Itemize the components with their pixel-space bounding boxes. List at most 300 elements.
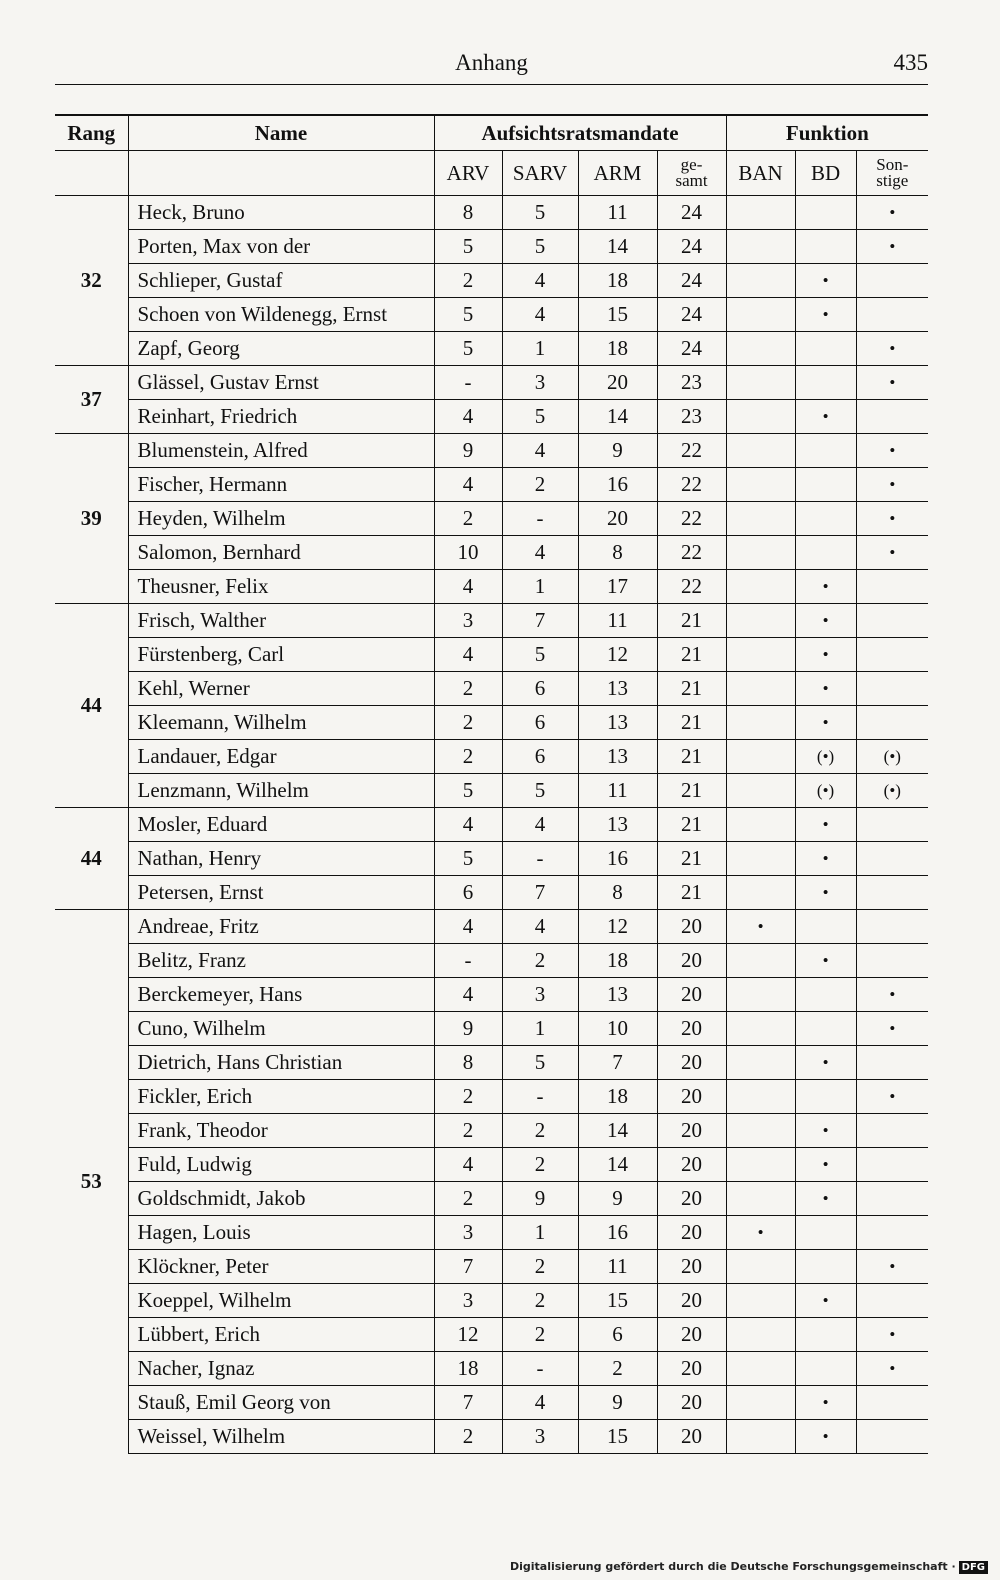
gesamt-cell: 20: [657, 1318, 726, 1352]
bd-cell: •: [795, 400, 856, 434]
sarv-cell: 2: [502, 1318, 578, 1352]
ban-cell: [726, 1148, 795, 1182]
page-number: 435: [893, 50, 928, 75]
sarv-cell: 7: [502, 876, 578, 910]
arv-cell: 2: [434, 1080, 502, 1114]
arv-cell: 12: [434, 1318, 502, 1352]
ban-cell: [726, 1318, 795, 1352]
column-header-arm: ARM: [578, 151, 657, 196]
sarv-cell: 7: [502, 604, 578, 638]
ban-cell: [726, 1386, 795, 1420]
name-cell: Fuld, Ludwig: [128, 1148, 434, 1182]
sonst-cell: •: [856, 468, 928, 502]
sonst-cell: [856, 604, 928, 638]
gesamt-cell: 21: [657, 842, 726, 876]
arm-cell: 13: [578, 740, 657, 774]
gesamt-cell: 21: [657, 774, 726, 808]
bd-cell: •: [795, 1284, 856, 1318]
name-cell: Glässel, Gustav Ernst: [128, 366, 434, 400]
name-cell: Landauer, Edgar: [128, 740, 434, 774]
sonst-cell: [856, 672, 928, 706]
arm-cell: 13: [578, 808, 657, 842]
name-cell: Lübbert, Erich: [128, 1318, 434, 1352]
arv-cell: 4: [434, 978, 502, 1012]
sonst-cell: (•): [856, 740, 928, 774]
arv-cell: 3: [434, 1284, 502, 1318]
ban-cell: [726, 1420, 795, 1454]
name-cell: Kehl, Werner: [128, 672, 434, 706]
arm-cell: 7: [578, 1046, 657, 1080]
bd-cell: •: [795, 1182, 856, 1216]
sonst-cell: •: [856, 230, 928, 264]
bd-cell: [795, 1250, 856, 1284]
sarv-cell: 3: [502, 978, 578, 1012]
column-header-gesamt: [657, 151, 726, 196]
gesamt-cell: 21: [657, 876, 726, 910]
sonst-cell: •: [856, 1250, 928, 1284]
bd-cell: [795, 502, 856, 536]
gesamt-cell: 23: [657, 400, 726, 434]
name-cell: Heyden, Wilhelm: [128, 502, 434, 536]
arv-cell: 9: [434, 1012, 502, 1046]
name-cell: Berckemeyer, Hans: [128, 978, 434, 1012]
table-row: [55, 638, 928, 672]
group-header-funktion: Funktion: [726, 115, 928, 151]
bd-cell: [795, 910, 856, 944]
sarv-cell: 5: [502, 196, 578, 230]
table-row: [55, 1114, 928, 1148]
bd-cell: (•): [795, 740, 856, 774]
table-row: [55, 808, 928, 842]
sarv-cell: 5: [502, 230, 578, 264]
sarv-cell: 4: [502, 1386, 578, 1420]
arm-cell: 20: [578, 366, 657, 400]
sarv-cell: 4: [502, 298, 578, 332]
arv-cell: 5: [434, 230, 502, 264]
arm-cell: 15: [578, 1284, 657, 1318]
arm-cell: 20: [578, 502, 657, 536]
rang-cell: 39: [55, 434, 128, 604]
gesamt-cell: 20: [657, 978, 726, 1012]
ban-cell: [726, 1182, 795, 1216]
table-body: [55, 196, 928, 1454]
ban-cell: [726, 1250, 795, 1284]
ban-cell: [726, 604, 795, 638]
bd-cell: •: [795, 1420, 856, 1454]
gesamt-cell: 21: [657, 672, 726, 706]
sonst-cell: •: [856, 978, 928, 1012]
ban-cell: [726, 944, 795, 978]
table-row: [55, 706, 928, 740]
arm-cell: 9: [578, 434, 657, 468]
sonst-cell: •: [856, 332, 928, 366]
arm-cell: 16: [578, 1216, 657, 1250]
arv-cell: 4: [434, 400, 502, 434]
name-cell: Hagen, Louis: [128, 1216, 434, 1250]
ban-cell: [726, 842, 795, 876]
table-row: [55, 910, 928, 944]
column-header-gesamt-line2: samt: [675, 171, 708, 190]
header-rule: [55, 84, 928, 85]
arv-cell: 4: [434, 570, 502, 604]
ban-cell: [726, 298, 795, 332]
sonst-cell: •: [856, 1318, 928, 1352]
name-cell: Weissel, Wilhelm: [128, 1420, 434, 1454]
sarv-cell: 2: [502, 1284, 578, 1318]
table-row: [55, 196, 928, 230]
table-row: [55, 774, 928, 808]
sonst-cell: •: [856, 366, 928, 400]
arm-cell: 12: [578, 910, 657, 944]
table-row: [55, 740, 928, 774]
arv-cell: 4: [434, 468, 502, 502]
table-row: [55, 672, 928, 706]
bd-cell: [795, 332, 856, 366]
bd-cell: •: [795, 1114, 856, 1148]
arm-cell: 16: [578, 842, 657, 876]
bd-cell: •: [795, 706, 856, 740]
gesamt-cell: 24: [657, 196, 726, 230]
ban-cell: [726, 740, 795, 774]
table-row: [55, 332, 928, 366]
ban-cell: •: [726, 1216, 795, 1250]
name-cell: Heck, Bruno: [128, 196, 434, 230]
name-cell: Fickler, Erich: [128, 1080, 434, 1114]
gesamt-cell: 22: [657, 468, 726, 502]
bd-cell: •: [795, 842, 856, 876]
gesamt-cell: 20: [657, 1250, 726, 1284]
sonst-cell: [856, 1046, 928, 1080]
ban-cell: [726, 434, 795, 468]
sarv-cell: 3: [502, 366, 578, 400]
arv-cell: 3: [434, 604, 502, 638]
gesamt-cell: 20: [657, 910, 726, 944]
name-cell: Porten, Max von der: [128, 230, 434, 264]
bd-cell: •: [795, 1148, 856, 1182]
gesamt-cell: 21: [657, 706, 726, 740]
arv-cell: -: [434, 366, 502, 400]
table-row: [55, 1386, 928, 1420]
arv-cell: 2: [434, 706, 502, 740]
arm-cell: 8: [578, 876, 657, 910]
gesamt-cell: 22: [657, 570, 726, 604]
sarv-cell: 2: [502, 944, 578, 978]
bd-cell: •: [795, 876, 856, 910]
table-row: [55, 434, 928, 468]
ban-cell: [726, 502, 795, 536]
table-row: [55, 978, 928, 1012]
ban-cell: [726, 1114, 795, 1148]
arm-cell: 16: [578, 468, 657, 502]
table-row: [55, 400, 928, 434]
bd-cell: •: [795, 638, 856, 672]
sonst-cell: •: [856, 536, 928, 570]
ban-cell: [726, 978, 795, 1012]
gesamt-cell: 20: [657, 1114, 726, 1148]
sonst-cell: [856, 876, 928, 910]
table-row: [55, 298, 928, 332]
arm-cell: 13: [578, 706, 657, 740]
sarv-cell: 4: [502, 536, 578, 570]
sonst-cell: [856, 842, 928, 876]
column-header-name: Name: [128, 115, 434, 151]
rang-cell: 44: [55, 808, 128, 910]
sonst-cell: [856, 910, 928, 944]
ban-cell: [726, 264, 795, 298]
arm-cell: 6: [578, 1318, 657, 1352]
column-header-sonstige-line1: Son-: [876, 155, 909, 174]
bd-cell: •: [795, 570, 856, 604]
name-cell: Frank, Theodor: [128, 1114, 434, 1148]
arm-cell: 11: [578, 1250, 657, 1284]
table-row: [55, 1250, 928, 1284]
name-cell: Zapf, Georg: [128, 332, 434, 366]
table-row: [55, 570, 928, 604]
table-row: [55, 1420, 928, 1454]
header-spacer: [55, 151, 128, 196]
sonst-cell: [856, 1420, 928, 1454]
arv-cell: 5: [434, 842, 502, 876]
gesamt-cell: 22: [657, 502, 726, 536]
sonst-cell: [856, 570, 928, 604]
arm-cell: 13: [578, 978, 657, 1012]
gesamt-cell: 20: [657, 1182, 726, 1216]
column-header-gesamt-line1: ge-: [680, 155, 703, 174]
digitization-footer: [510, 1560, 988, 1574]
arv-cell: 5: [434, 332, 502, 366]
table-row: [55, 1318, 928, 1352]
arm-cell: 15: [578, 1420, 657, 1454]
gesamt-cell: 20: [657, 1284, 726, 1318]
gesamt-cell: 24: [657, 332, 726, 366]
table-row: [55, 1284, 928, 1318]
gesamt-cell: 21: [657, 808, 726, 842]
table-row: [55, 502, 928, 536]
ban-cell: [726, 876, 795, 910]
bd-cell: [795, 1080, 856, 1114]
running-head: [55, 50, 928, 82]
arm-cell: 17: [578, 570, 657, 604]
name-cell: Klöckner, Peter: [128, 1250, 434, 1284]
sarv-cell: 5: [502, 774, 578, 808]
arv-cell: 2: [434, 1420, 502, 1454]
table-row: [55, 604, 928, 638]
arm-cell: 11: [578, 604, 657, 638]
bd-cell: [795, 366, 856, 400]
sarv-cell: 1: [502, 332, 578, 366]
gesamt-cell: 20: [657, 1352, 726, 1386]
bd-cell: •: [795, 808, 856, 842]
bd-cell: •: [795, 298, 856, 332]
name-cell: Frisch, Walther: [128, 604, 434, 638]
ban-cell: [726, 400, 795, 434]
sonst-cell: [856, 1114, 928, 1148]
name-cell: Koeppel, Wilhelm: [128, 1284, 434, 1318]
sarv-cell: 2: [502, 1114, 578, 1148]
sarv-cell: 1: [502, 1216, 578, 1250]
ban-cell: [726, 808, 795, 842]
ban-cell: [726, 196, 795, 230]
name-cell: Reinhart, Friedrich: [128, 400, 434, 434]
sonst-cell: [856, 1148, 928, 1182]
arm-cell: 14: [578, 1148, 657, 1182]
name-cell: Andreae, Fritz: [128, 910, 434, 944]
arv-cell: 4: [434, 808, 502, 842]
name-cell: Belitz, Franz: [128, 944, 434, 978]
sarv-cell: 5: [502, 638, 578, 672]
ban-cell: [726, 332, 795, 366]
arv-cell: 2: [434, 740, 502, 774]
bd-cell: [795, 230, 856, 264]
table-row: [55, 264, 928, 298]
sarv-cell: -: [502, 1352, 578, 1386]
sonst-cell: [856, 298, 928, 332]
arm-cell: 12: [578, 638, 657, 672]
ban-cell: [726, 230, 795, 264]
arm-cell: 18: [578, 944, 657, 978]
arv-cell: 7: [434, 1250, 502, 1284]
ban-cell: [726, 1080, 795, 1114]
sonst-cell: [856, 1284, 928, 1318]
arv-cell: 8: [434, 1046, 502, 1080]
gesamt-cell: 22: [657, 434, 726, 468]
bd-cell: [795, 536, 856, 570]
gesamt-cell: 20: [657, 1148, 726, 1182]
arv-cell: 10: [434, 536, 502, 570]
bd-cell: •: [795, 944, 856, 978]
arm-cell: 2: [578, 1352, 657, 1386]
ban-cell: [726, 1284, 795, 1318]
column-header-sonstige-line2: stige: [876, 171, 909, 190]
sonst-cell: •: [856, 1012, 928, 1046]
column-header-ban: BAN: [726, 151, 795, 196]
bd-cell: •: [795, 264, 856, 298]
header-spacer: [128, 151, 434, 196]
sarv-cell: 5: [502, 400, 578, 434]
arv-cell: 8: [434, 196, 502, 230]
ban-cell: [726, 570, 795, 604]
sarv-cell: -: [502, 1080, 578, 1114]
rang-cell: 53: [55, 910, 128, 1454]
bd-cell: [795, 434, 856, 468]
gesamt-cell: 20: [657, 1420, 726, 1454]
bd-cell: [795, 1352, 856, 1386]
name-cell: Schlieper, Gustaf: [128, 264, 434, 298]
sarv-cell: 4: [502, 434, 578, 468]
sonst-cell: [856, 706, 928, 740]
arv-cell: 9: [434, 434, 502, 468]
gesamt-cell: 21: [657, 604, 726, 638]
arv-cell: 2: [434, 1182, 502, 1216]
sonst-cell: •: [856, 1352, 928, 1386]
sarv-cell: 4: [502, 808, 578, 842]
ban-cell: [726, 1046, 795, 1080]
bd-cell: [795, 1012, 856, 1046]
table-row: [55, 468, 928, 502]
table-row: [55, 842, 928, 876]
arv-cell: 5: [434, 774, 502, 808]
arv-cell: 4: [434, 910, 502, 944]
arm-cell: 8: [578, 536, 657, 570]
gesamt-cell: 21: [657, 638, 726, 672]
gesamt-cell: 20: [657, 1080, 726, 1114]
bd-cell: •: [795, 1386, 856, 1420]
table-row: [55, 1352, 928, 1386]
sonst-cell: [856, 638, 928, 672]
name-cell: Fürstenberg, Carl: [128, 638, 434, 672]
ban-cell: •: [726, 910, 795, 944]
arv-cell: 6: [434, 876, 502, 910]
sarv-cell: -: [502, 502, 578, 536]
arm-cell: 18: [578, 332, 657, 366]
arv-cell: -: [434, 944, 502, 978]
table-row: [55, 1046, 928, 1080]
name-cell: Dietrich, Hans Christian: [128, 1046, 434, 1080]
arv-cell: 4: [434, 638, 502, 672]
table-row: [55, 1148, 928, 1182]
sonst-cell: [856, 944, 928, 978]
sarv-cell: 1: [502, 1012, 578, 1046]
sonst-cell: [856, 1386, 928, 1420]
group-header-mandate: Aufsichtsratsmandate: [434, 115, 726, 151]
sonst-cell: [856, 808, 928, 842]
sarv-cell: 2: [502, 1250, 578, 1284]
ban-cell: [726, 672, 795, 706]
gesamt-cell: 22: [657, 536, 726, 570]
ban-cell: [726, 706, 795, 740]
column-header-sonstige: [856, 151, 928, 196]
table-row: [55, 1216, 928, 1250]
arv-cell: 2: [434, 1114, 502, 1148]
name-cell: Fischer, Hermann: [128, 468, 434, 502]
column-header-rang: Rang: [55, 115, 128, 151]
arv-cell: 2: [434, 264, 502, 298]
sonst-cell: •: [856, 434, 928, 468]
table-row: [55, 1012, 928, 1046]
name-cell: Stauß, Emil Georg von: [128, 1386, 434, 1420]
sonst-cell: [856, 1216, 928, 1250]
arm-cell: 18: [578, 264, 657, 298]
arm-cell: 10: [578, 1012, 657, 1046]
column-header-arv: ARV: [434, 151, 502, 196]
arm-cell: 11: [578, 196, 657, 230]
sarv-cell: 4: [502, 264, 578, 298]
arv-cell: 7: [434, 1386, 502, 1420]
arm-cell: 14: [578, 400, 657, 434]
ban-cell: [726, 468, 795, 502]
name-cell: Blumenstein, Alfred: [128, 434, 434, 468]
gesamt-cell: 20: [657, 1046, 726, 1080]
arm-cell: 11: [578, 774, 657, 808]
gesamt-cell: 20: [657, 944, 726, 978]
arv-cell: 5: [434, 298, 502, 332]
sonst-cell: •: [856, 502, 928, 536]
sarv-cell: 1: [502, 570, 578, 604]
name-cell: Kleemann, Wilhelm: [128, 706, 434, 740]
ban-cell: [726, 774, 795, 808]
name-cell: Lenzmann, Wilhelm: [128, 774, 434, 808]
bd-cell: [795, 468, 856, 502]
sarv-cell: 6: [502, 706, 578, 740]
column-header-sarv: SARV: [502, 151, 578, 196]
table-row: [55, 230, 928, 264]
arm-cell: 15: [578, 298, 657, 332]
bd-cell: (•): [795, 774, 856, 808]
sarv-cell: -: [502, 842, 578, 876]
sonst-cell: •: [856, 196, 928, 230]
sonst-cell: [856, 264, 928, 298]
name-cell: Salomon, Bernhard: [128, 536, 434, 570]
